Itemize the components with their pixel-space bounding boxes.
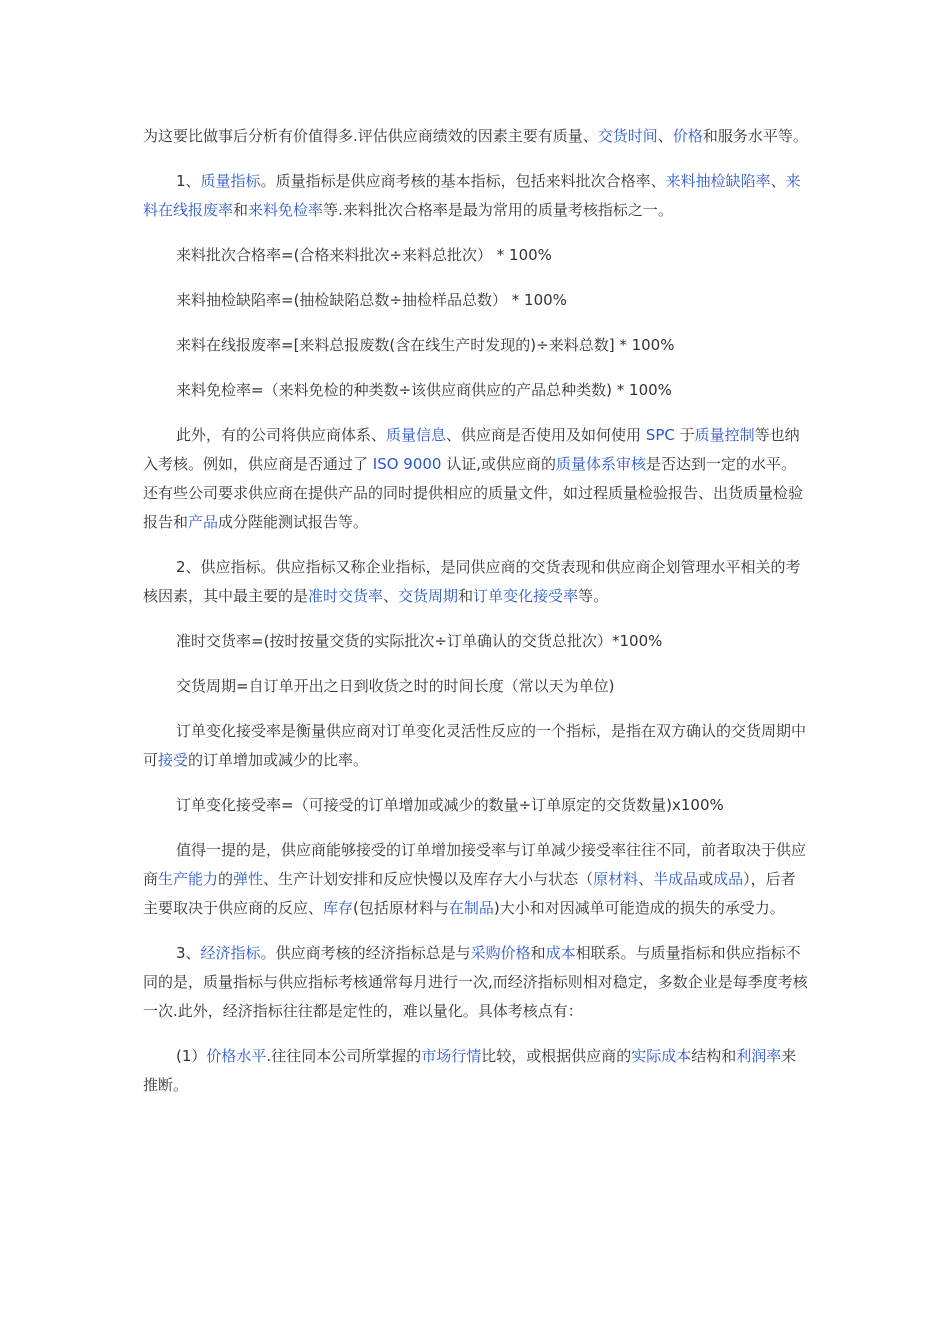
text-run: 、 [638,870,654,888]
text-run: 来料批次合格率=(合格来料批次÷来料总批次） * 100% [176,246,552,264]
text-run: 2、供应指标。供应指标又称企业指标，是同供应商的交货表现和供应商企划管理水平相关的考核因素，其中最主要的是 [143,558,801,605]
term-link[interactable]: 质量体系审核 [556,455,647,473]
text-run: 是否达到一定的水平。还有些公司要求供应商在提供产品的同时提供相应的质量文件，如过程质量检验报告、出货质量检验报告和 [143,455,804,531]
text-run: 来料免检率=（来料免检的种类数÷该供应商供应的产品总种类数) * 100% [176,381,672,399]
term-link[interactable]: 在制品 [448,899,494,917]
term-link[interactable]: 成品 [713,870,744,888]
text-run: 或 [698,870,714,888]
text-run: 和 [458,587,474,605]
term-link[interactable]: 交货周期 [398,587,459,605]
text-run: 准时交货率=(按时按量交货的实际批次÷订单确认的交货总批次）*100% [176,632,663,650]
body-paragraph [143,167,809,225]
term-link[interactable]: SPC [645,426,675,444]
text-run: 成分陛能测试报告等。 [218,513,369,531]
text-run: 订单变化接受率是衡量供应商对订单变化灵活性反应的一个指标，是指在双方确认的交货周期中可 [143,722,807,769]
text-run: 等也纳入考核。例如，供应商是否通过了 [143,426,800,473]
term-link[interactable]: 半成品 [653,870,699,888]
term-link[interactable]: 实际成本 [631,1047,692,1065]
text-run: (1） [176,1047,207,1065]
text-run: 来料抽检缺陷率=(抽检缺陷总数÷抽检样品总数） * 100% [176,291,567,309]
text-run: 等.来料批次合格率是最为常用的质量考核指标之一。 [323,201,673,219]
text-run: 1、 [176,172,201,190]
text-run: 的订单增加或减少的比率。 [188,751,369,769]
text-run: 认证,或供应商的 [441,455,557,473]
text-run: 、 [657,127,673,145]
text-run: 相联系。与质量指标和供应指标不同的是，质量指标与供应指标考核通常每月进行一次,而经济指标则相对稳定，多数企业是每季度考核一次.此外，经济指标往往都是定性的，难以量化。具体考核点有： [143,944,808,1020]
term-link[interactable]: 订单变化接受率 [473,587,579,605]
text-run: 3、 [176,944,201,962]
text-run: 的 [218,870,234,888]
term-link[interactable]: 价格 [672,127,703,145]
term-link[interactable]: 库存 [323,899,354,917]
text-run: .往往同本公司所掌握的 [266,1047,422,1065]
term-link[interactable]: 经济指标 [200,944,261,962]
text-run: 、生产计划安排和反应快慢以及库存大小与状态（ [263,870,594,888]
formula-paragraph [143,286,809,315]
text-run: 、供应商是否使用及如何使用 [446,426,646,444]
text-run: 和服务水平等。 [702,127,808,145]
term-link[interactable]: 接受 [158,751,189,769]
text-run: 等。 [578,587,609,605]
term-link[interactable]: 市场行情 [421,1047,482,1065]
body-paragraph [143,553,809,611]
term-link[interactable]: 质量控制 [694,426,755,444]
term-link[interactable]: 质量指标 [200,172,261,190]
term-link[interactable]: 生产能力 [158,870,219,888]
term-link[interactable]: 来料在线报废率 [143,172,801,219]
formula-paragraph [143,376,809,405]
body-paragraph [143,421,809,537]
text-run: 。供应商考核的经济指标总是与 [260,944,471,962]
formula-paragraph [143,627,809,656]
term-link[interactable]: 产品 [188,513,219,531]
term-link[interactable]: 原材料 [593,870,639,888]
document-body [143,122,809,1116]
text-run: 。质量指标是供应商考核的基本指标，包括来料批次合格率、 [260,172,666,190]
text-run: 交货周期=自订单开出之日到收货之时的时间长度（常以天为单位) [176,677,615,695]
text-run: 来料在线报废率=[来料总报废数(含在线生产时发现的)÷来料总数] * 100% [176,336,675,354]
body-paragraph [143,939,809,1026]
text-run: (包括原材料与 [353,899,449,917]
term-link[interactable]: 采购价格 [470,944,531,962]
formula-paragraph [143,241,809,270]
text-run: 和 [233,201,249,219]
term-link[interactable]: 来料抽检缺陷率 [665,172,771,190]
formula-paragraph [143,791,809,820]
text-run: 比较，或根据供应商的 [481,1047,632,1065]
text-run: 、 [770,172,786,190]
body-paragraph [143,1042,809,1100]
term-link[interactable]: ISO 9000 [372,455,442,473]
text-run: 为这要比做事后分析有价值得多.评估供应商绩效的因素主要有质量、 [143,127,598,145]
term-link[interactable]: 来料免检率 [248,201,324,219]
body-paragraph [143,836,809,923]
text-run: 于 [674,426,695,444]
text-run: )大小和对因减单可能造成的损失的承受力。 [493,899,785,917]
term-link[interactable]: 质量信息 [386,426,447,444]
text-run: 订单变化接受率=（可接受的订单增加或减少的数量÷订单原定的交货数量)x100% [176,796,724,814]
term-link[interactable]: 成本 [545,944,576,962]
term-link[interactable]: 价格水平 [206,1047,267,1065]
text-run: ），后者主要取决于供应商的反应、 [143,870,796,917]
term-link[interactable]: 利润率 [736,1047,782,1065]
body-paragraph [143,717,809,775]
text-run: 和 [530,944,546,962]
term-link[interactable]: 交货时间 [597,127,658,145]
text-run: 来推断。 [143,1047,797,1094]
formula-paragraph [143,331,809,360]
text-run: 此外，有的公司将供应商体系、 [176,426,387,444]
text-run: 、 [383,587,399,605]
term-link[interactable]: 准时交货率 [308,587,384,605]
term-link[interactable]: 弹性 [233,870,264,888]
body-paragraph [143,122,809,151]
text-run: 结构和 [691,1047,737,1065]
formula-paragraph [143,672,809,701]
text-run: 值得一提的是，供应商能够接受的订单增加接受率与订单减少接受率往往不同，前者取决于供应商 [143,841,807,888]
